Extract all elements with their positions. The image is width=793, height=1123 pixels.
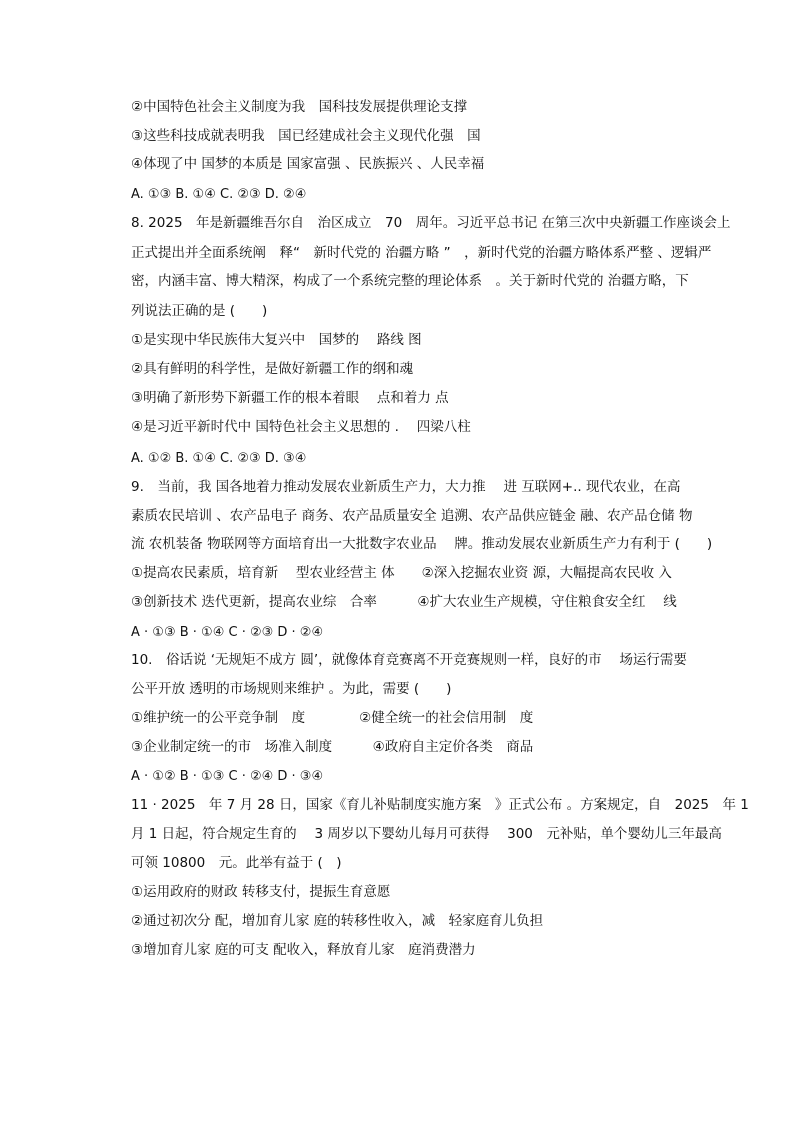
q11-option-2: ②通过初次分 配，增加育儿家 庭的转移性收入，减 轻家庭育儿负担 <box>131 913 544 929</box>
q8-stem-line-3: 密，内涵丰富、博大精深，构成了一个系统完整的理论体系 。关于新时代党的 治疆方略，下 <box>131 273 689 289</box>
q8-option-3: ③明确了新形势下新疆工作的根本着眼 点和着力 点 <box>131 390 449 406</box>
q9-answer-choices: A · ①③ B · ①④ C · ②③ D · ②④ <box>131 625 324 640</box>
q8-option-1: ①是实现中华民族伟大复兴中 国梦的 路线 图 <box>131 332 422 348</box>
q11-stem-line-2: 月 1 日起，符合规定生育的 3 周岁以下婴幼儿每月可获得 300 元补贴，单个婴幼儿三年最高 <box>131 826 722 842</box>
q9-stem-line-3: 流 农机装备 物联网等方面培育出一大批数字农业品 牌。推动发展农业新质生产力有利于 ( ) <box>131 536 713 552</box>
q11-option-1: ①运用政府的财政 转移支付，提振生育意愿 <box>131 884 391 900</box>
q8-stem-line-4: 列说法正确的是 ( ) <box>131 303 268 319</box>
q10-stem-line-1: 10. 俗话说 ‘无规矩不成方 圆’，就像体育竞赛离不开竞赛规则一样，良好的市 场运行需要 <box>131 652 687 668</box>
q11-option-3: ③增加育儿家 庭的可支 配收入，释放育儿家 庭消费潜力 <box>131 942 476 958</box>
q9-stem-line-2: 素质农民培训 、农产品电子 商务、农产品质量安全 追溯、农产品供应链金 融、农产品仓储 物 <box>131 508 693 524</box>
q8-option-2: ②具有鲜明的科学性，是做好新疆工作的纲和魂 <box>131 361 414 377</box>
q9-options-1-2: ①提高农民素质，培育新 型农业经营主 体 ②深入挖掘农业资 源，大幅提高农民收 入 <box>131 565 672 581</box>
q10-stem-line-2: 公平开放 透明的市场规则来维护 。为此，需要 ( ) <box>131 681 452 697</box>
q7-option-2: ②中国特色社会主义制度为我 国科技发展提供理论支撑 <box>131 99 468 115</box>
q8-stem-line-2: 正式提出并全面系统阐 释“ 新时代党的 治疆方略 ” ，新时代党的治疆方略体系严整 、逻辑严 <box>131 245 712 261</box>
q11-stem-line-1: 11 · 2025 年 7 月 28 日，国家《育儿补贴制度实施方案 》正式公布 。方案规定，自 2025 年 1 <box>131 797 749 813</box>
q11-stem-line-3: 可领 10800 元。此举有益于 ( ) <box>131 855 342 871</box>
q8-option-4: ④是习近平新时代中 国特色社会主义思想的 . 四梁八柱 <box>131 419 471 435</box>
q9-stem-line-1: 9. 当前，我 国各地着力推动发展农业新质生产力，大力推 进 互联网+.. 现代农业，在高 <box>131 479 681 495</box>
q8-stem-line-1: 8. 2025 年是新疆维吾尔自 治区成立 70 周年。习近平总书记 在第三次中央新疆工作座谈会上 <box>131 215 731 231</box>
q7-answer-choices: A. ①③ B. ①④ C. ②③ D. ②④ <box>131 187 307 202</box>
q7-option-3: ③这些科技成就表明我 国已经建成社会主义现代化强 国 <box>131 128 481 144</box>
q9-options-3-4: ③创新技术 迭代更新，提高农业综 合率 ④扩大农业生产规模，守住粮食安全红 线 <box>131 594 677 610</box>
q10-options-1-2: ①维护统一的公平竞争制 度 ②健全统一的社会信用制 度 <box>131 710 534 726</box>
q10-options-3-4: ③企业制定统一的市 场准入制度 ④政府自主定价各类 商品 <box>131 739 534 755</box>
q10-answer-choices: A · ①② B · ①③ C · ②④ D · ③④ <box>131 769 324 784</box>
q8-answer-choices: A. ①② B. ①④ C. ②③ D. ③④ <box>131 451 307 466</box>
q7-option-4: ④体现了中 国梦的本质是 国家富强 、民族振兴 、人民幸福 <box>131 156 485 172</box>
